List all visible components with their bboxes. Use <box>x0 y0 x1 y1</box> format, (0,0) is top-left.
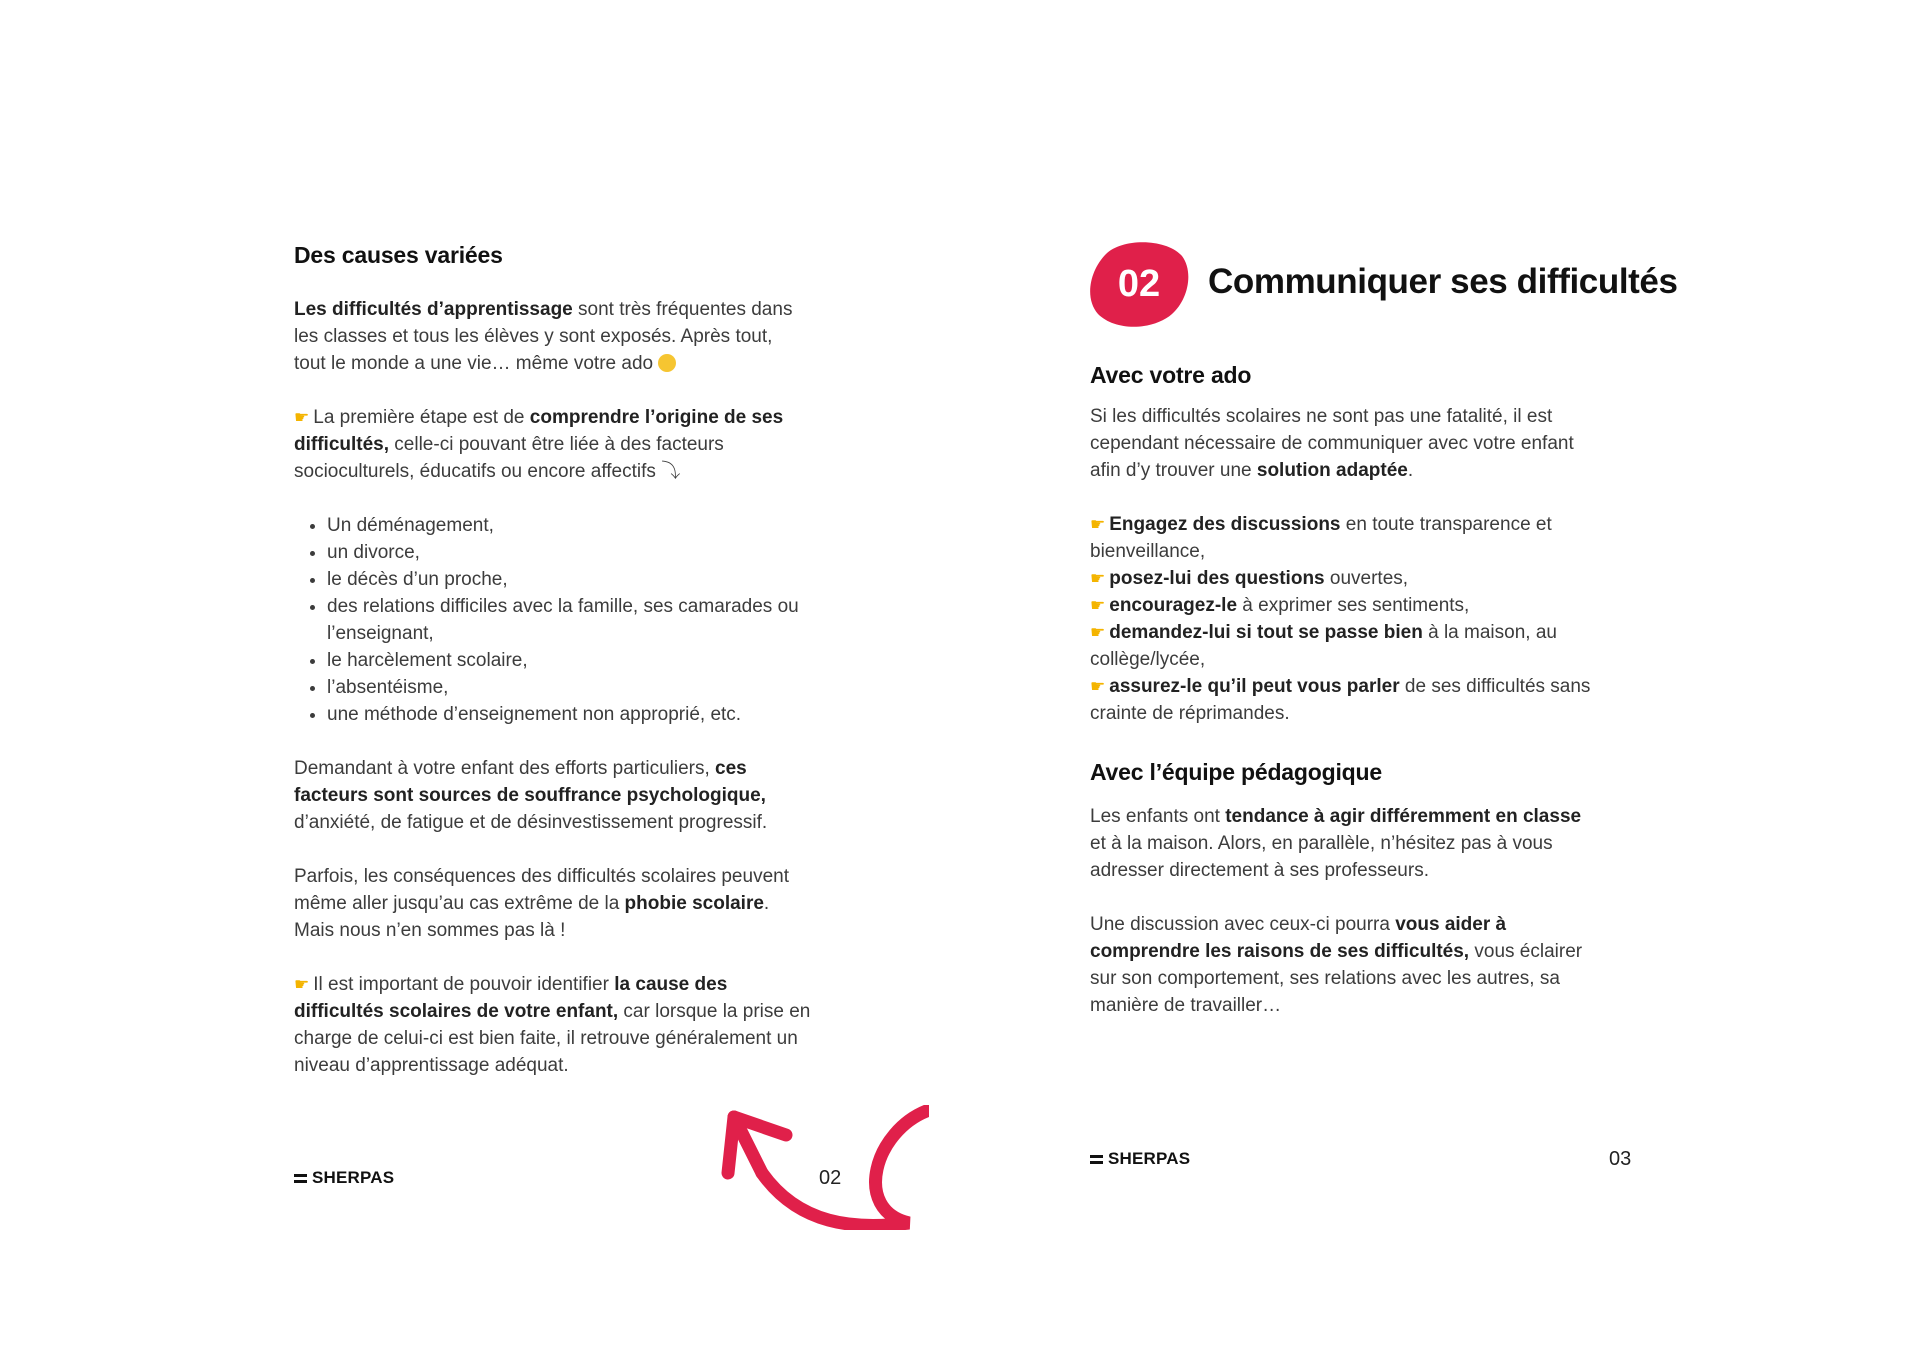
sherpas-logo: SHERPAS <box>1090 1149 1190 1169</box>
causes-list <box>294 512 897 728</box>
teen-intro-paragraph: Si les difficultés scolaires ne sont pas une fatalité, il est cependant nécessaire de communiquer avec votre enfant afin d’y trouver une solution adaptée. <box>1090 406 1574 481</box>
discussion-paragraph: Une discussion avec ceux-ci pourra vous aider à comprendre les raisons de ses difficultés, vous éclairer sur son comportement, ses relations avec les autres, sa manière de travailler… <box>1090 914 1583 1016</box>
pointing-hand-icon: ☛ <box>1090 515 1106 534</box>
red-arrow-decoration <box>704 1105 929 1230</box>
section-heading: Des causes variées <box>294 242 503 268</box>
list-item: ☛ Engagez des discussions en toute transparence et <box>1090 514 1552 535</box>
chapter-badge: 02 <box>1088 240 1190 328</box>
pointing-hand-icon: ☛ <box>1090 596 1106 615</box>
curved-arrow-icon: ⤵ <box>661 461 681 482</box>
sherpas-logo: SHERPAS <box>294 1168 394 1188</box>
list-item: ☛ assurez-le qu’il peut vous parler de ses difficultés sans <box>1090 676 1591 697</box>
pointing-hand-icon: ☛ <box>294 408 310 427</box>
winking-face-icon <box>658 354 676 372</box>
factors-paragraph: Demandant à votre enfant des efforts particuliers, ces facteurs sont sources de souffrance psychologique, d’anxiété, de fatigue et de désinvestissement progressif. <box>294 758 768 833</box>
section-heading: Avec votre ado <box>1090 362 1252 388</box>
intro-paragraph: Les difficultés d’apprentissage sont très fréquentes dans les classes et tous les élèves y sont exposés. Après tout, tout le monde a une vie… même votre ado <box>294 299 793 374</box>
identify-cause-paragraph: ☛ Il est important de pouvoir identifier la cause des difficultés scolaires de votre enfant, car lorsque la prise en charge de celui-ci est bien faite, il retrouve généralement un niveau d’apprentissage adéquat. <box>294 974 811 1076</box>
team-paragraph: Les enfants ont tendance à agir différemment en classe et à la maison. Alors, en parallèle, n’hésitez pas à vous adresser directement à ses professeurs. <box>1090 806 1582 881</box>
pointing-hand-icon: ☛ <box>294 975 310 994</box>
list-item: • un divorce, <box>327 539 897 566</box>
list-item: • le harcèlement scolaire, <box>327 647 897 674</box>
section-heading: Avec l’équipe pédagogique <box>1090 759 1382 785</box>
list-item: • des relations difficiles avec la famille, ses camarades ou l’enseignant, <box>327 593 897 647</box>
page-number: 02 <box>819 1167 842 1189</box>
list-item: • le décès d’un proche, <box>327 566 897 593</box>
left-page <box>294 0 934 1357</box>
chapter-title: Communiquer ses difficultés <box>1208 262 1678 301</box>
list-item: ☛ posez-lui des questions ouvertes, <box>1090 568 1409 589</box>
list-item: ☛ demandez-lui si tout se passe bien à la maison, au <box>1090 622 1557 643</box>
list-item: ☛ encouragez-le à exprimer ses sentiments, <box>1090 595 1470 616</box>
list-item: • Un déménagement, <box>327 512 897 539</box>
right-page <box>1090 0 1710 1357</box>
list-item: • l’absentéisme, <box>327 674 897 701</box>
page-number: 03 <box>1609 1148 1632 1170</box>
pointing-hand-icon: ☛ <box>1090 677 1106 696</box>
pointing-hand-icon: ☛ <box>1090 623 1106 642</box>
logo-mark-icon <box>1090 1155 1103 1164</box>
pointing-hand-icon: ☛ <box>1090 569 1106 588</box>
consequences-paragraph: Parfois, les conséquences des difficultés scolaires peuvent même aller jusqu’au cas extrême de la phobie scolaire. Mais nous n’en sommes pas là ! <box>294 866 789 941</box>
origin-paragraph: ☛ La première étape est de comprendre l’origine de ses difficultés, celle-ci pouvant être liée à des facteurs socioculturels, éducatifs ou encore affectifs ⤵ <box>294 407 784 482</box>
list-item: • une méthode d’enseignement non approprié, etc. <box>327 701 897 728</box>
logo-mark-icon <box>294 1174 307 1183</box>
tips-list: ☛ Engagez des discussions en toute transparence et bienveillance, ☛ posez-lui des questions ouvertes, ☛ encouragez-le à exprimer ses sentiments, ☛ demandez-lui si tout se passe bien à la maison, au collège/lycée, ☛ assurez-le qu’il peut vous parler de ses difficultés sans crainte de réprimandes. <box>1090 511 1690 727</box>
